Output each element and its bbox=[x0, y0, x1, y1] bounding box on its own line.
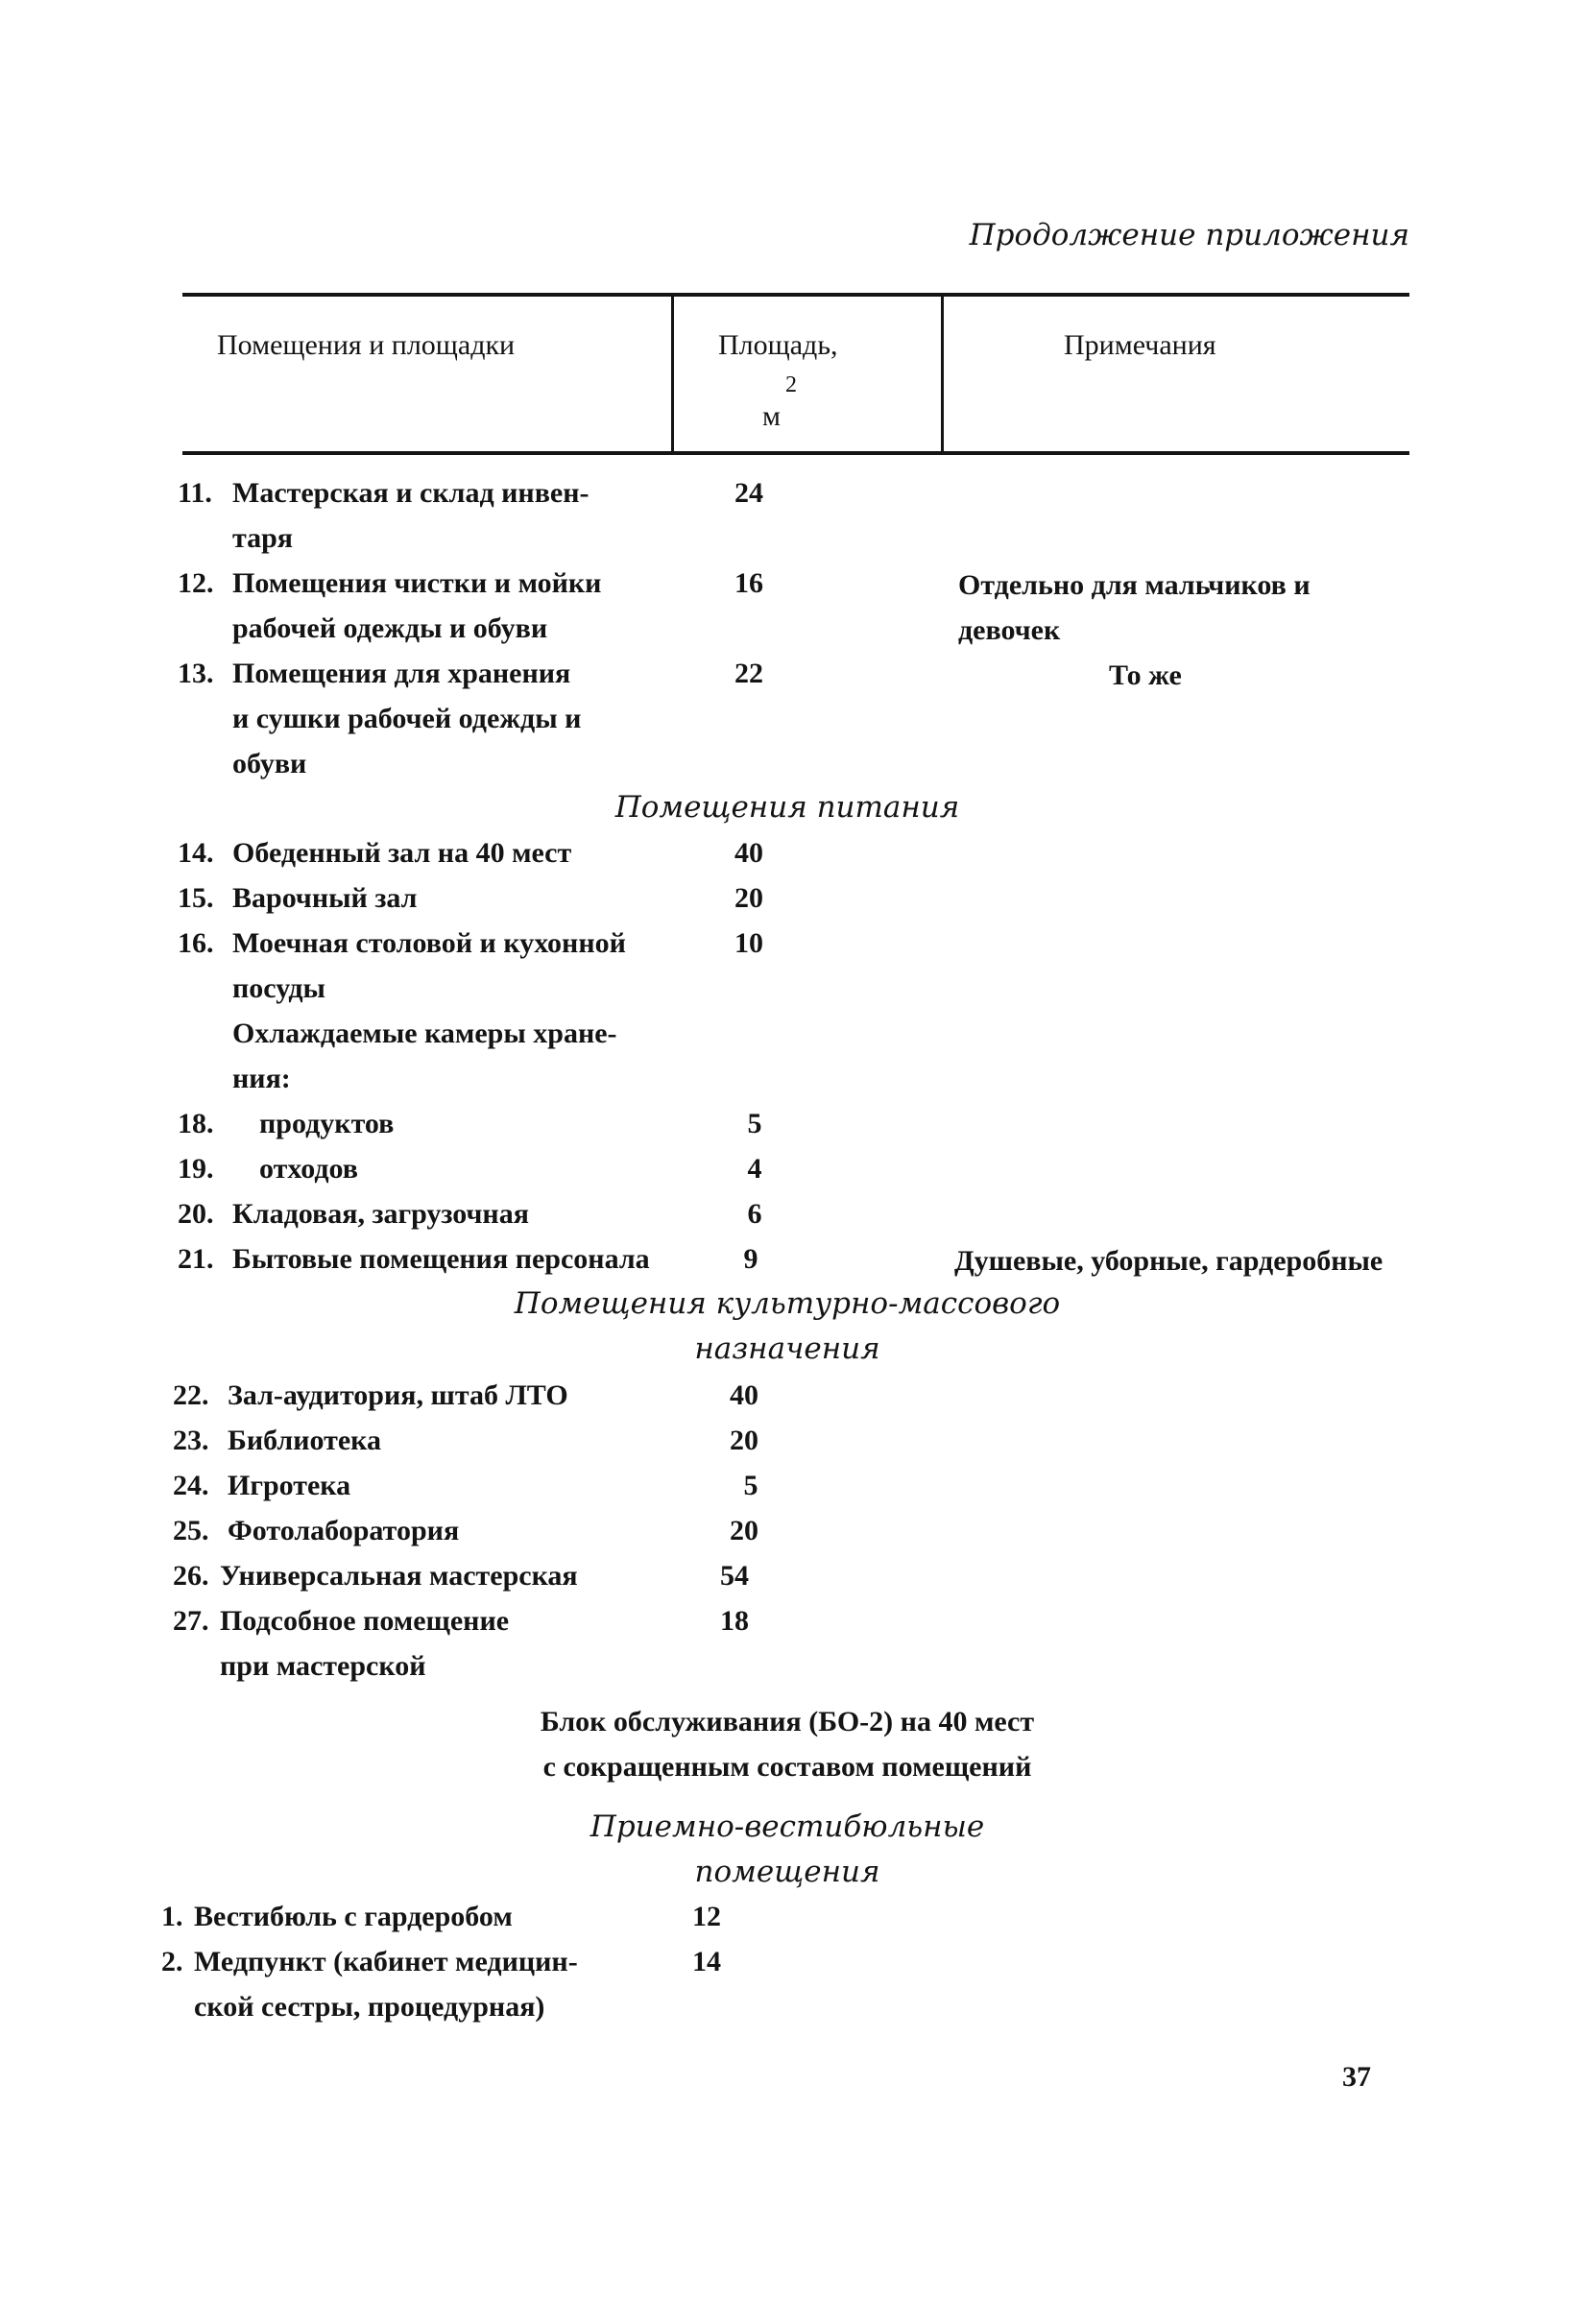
row-name: Игротека bbox=[228, 1470, 351, 1501]
row-name-cont: при мастерской bbox=[220, 1650, 426, 1682]
row-number: 23. bbox=[173, 1425, 209, 1456]
row-name: Библиотека bbox=[228, 1425, 381, 1456]
row-name: продуктов bbox=[259, 1108, 395, 1139]
row-name: Подсобное помещение bbox=[220, 1605, 510, 1637]
row-area: 20 bbox=[734, 882, 763, 914]
row-name: Помещения чистки и мойки bbox=[232, 567, 602, 599]
row-number: 22. bbox=[173, 1379, 209, 1411]
block-title-cont: с сокращенным составом помещений bbox=[542, 1751, 1032, 1783]
row-number: 16. bbox=[178, 927, 214, 959]
row-name-cont: ской сестры, процедурная) bbox=[194, 1991, 545, 2023]
row-area: 20 bbox=[730, 1515, 758, 1546]
row-note-same: То же bbox=[1109, 659, 1182, 691]
row-number: 25. bbox=[173, 1515, 209, 1546]
page-number: 37 bbox=[1342, 2061, 1371, 2093]
row-number: 2. bbox=[161, 1946, 183, 1977]
row-name-cont: ния: bbox=[232, 1063, 291, 1094]
row-number: 24. bbox=[173, 1470, 209, 1501]
row-number: 20. bbox=[178, 1198, 214, 1230]
row-number: 26. bbox=[173, 1560, 209, 1592]
row-number: 27. bbox=[173, 1605, 209, 1637]
row-area: 54 bbox=[720, 1560, 749, 1592]
header-col-rooms: Помещения и площадки bbox=[217, 329, 516, 361]
row-number: 14. bbox=[178, 837, 214, 869]
row-area: 14 bbox=[692, 1946, 721, 1977]
row-name-cont: обуви bbox=[232, 748, 307, 779]
row-area: 5 bbox=[743, 1470, 758, 1501]
row-number: 21. bbox=[178, 1243, 214, 1275]
row-number: 1. bbox=[161, 1901, 183, 1932]
row-note: Отдельно для мальчиков и bbox=[958, 569, 1311, 601]
row-area: 22 bbox=[734, 658, 763, 689]
row-number: 19. bbox=[178, 1153, 214, 1185]
row-name: Вестибюль с гардеробом bbox=[194, 1901, 513, 1932]
continuation-header: Продолжение приложения bbox=[969, 218, 1409, 252]
row-area: 40 bbox=[730, 1379, 758, 1411]
row-area: 6 bbox=[747, 1198, 762, 1230]
row-number: 13. bbox=[178, 658, 214, 689]
row-number: 18. bbox=[178, 1108, 214, 1139]
row-note-cont: девочек bbox=[958, 614, 1061, 646]
row-name: Мастерская и склад инвен- bbox=[232, 477, 589, 509]
row-name: отходов bbox=[259, 1153, 358, 1185]
section-title-reception-cont: помещения bbox=[694, 1855, 880, 1889]
row-note: Душевые, уборные, гардеробные bbox=[954, 1245, 1383, 1277]
row-name-cont: рабочей одежды и обуви bbox=[232, 612, 548, 644]
row-area: 40 bbox=[734, 837, 763, 869]
row-area: 16 bbox=[734, 567, 763, 599]
row-area: 20 bbox=[730, 1425, 758, 1456]
table-header-bottom-rule bbox=[182, 451, 1409, 455]
row-area: 10 bbox=[734, 927, 763, 959]
row-area: 9 bbox=[743, 1243, 758, 1275]
header-col-area: Площадь, bbox=[718, 329, 838, 361]
row-name: Моечная столовой и кухонной bbox=[232, 927, 626, 959]
table-top-rule bbox=[182, 293, 1409, 297]
block-title: Блок обслуживания (БО-2) на 40 мест bbox=[540, 1706, 1035, 1737]
header-col-area-unit: м bbox=[762, 400, 781, 432]
row-area: 5 bbox=[747, 1108, 762, 1139]
header-col-area-superscript: 2 bbox=[785, 372, 797, 397]
row-name: Зал-аудитория, штаб ЛТО bbox=[228, 1379, 568, 1411]
row-name: Медпункт (кабинет медицин- bbox=[194, 1946, 578, 1977]
table-col-divider-1 bbox=[671, 293, 674, 454]
row-area: 24 bbox=[734, 477, 763, 509]
row-area: 12 bbox=[692, 1901, 721, 1932]
section-title-culture: Помещения культурно-массового bbox=[514, 1286, 1061, 1321]
row-name-cont: посуды bbox=[232, 972, 325, 1004]
row-area: 4 bbox=[747, 1153, 762, 1185]
row-name: Бытовые помещения персонала bbox=[232, 1243, 650, 1275]
row-number: 15. bbox=[178, 882, 214, 914]
table-col-divider-2 bbox=[941, 293, 944, 454]
header-col-notes: Примечания bbox=[1064, 329, 1216, 361]
row-name: Фотолаборатория bbox=[228, 1515, 460, 1546]
row-name: Варочный зал bbox=[232, 882, 418, 914]
row-number: 11. bbox=[178, 477, 212, 509]
row-name: Охлаждаемые камеры хране- bbox=[232, 1018, 617, 1049]
section-title-culture-cont: назначения bbox=[694, 1331, 880, 1366]
row-name-cont: таря bbox=[232, 522, 294, 554]
row-name-cont: и сушки рабочей одежды и bbox=[232, 703, 582, 734]
row-name: Обеденный зал на 40 мест bbox=[232, 837, 572, 869]
section-title-food: Помещения питания bbox=[614, 790, 960, 825]
row-name: Кладовая, загрузочная bbox=[232, 1198, 529, 1230]
section-title-reception: Приемно-вестибюльные bbox=[589, 1809, 985, 1844]
row-name: Универсальная мастерская bbox=[220, 1560, 578, 1592]
row-name: Помещения для хранения bbox=[232, 658, 571, 689]
row-area: 18 bbox=[720, 1605, 749, 1637]
row-number: 12. bbox=[178, 567, 214, 599]
